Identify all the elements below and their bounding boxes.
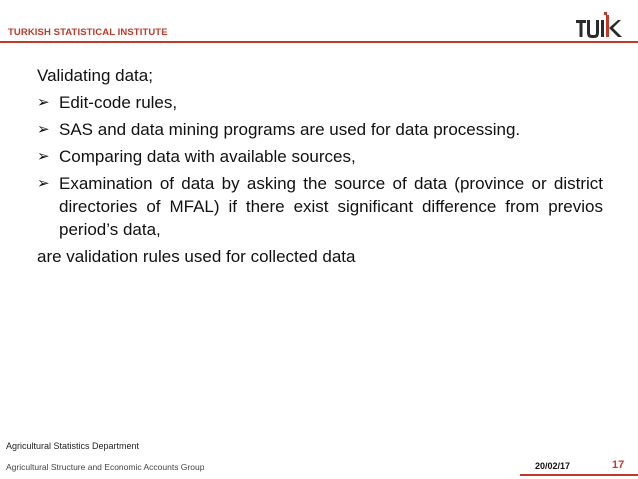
outro-text: are validation rules used for collected data: [37, 247, 356, 266]
bullet-item: [37, 118, 603, 141]
footer-divider: [520, 474, 638, 476]
page-number: 17: [612, 459, 625, 471]
bullet-text: Comparing data with available sources,: [59, 147, 356, 166]
institute-title: TURKISH STATISTICAL INSTITUTE: [8, 27, 168, 38]
arrow-bullet-icon: ➢: [37, 94, 50, 111]
intro-text: Validating data;: [37, 66, 153, 85]
arrow-bullet-icon: ➢: [37, 175, 50, 192]
footer-group: Agricultural Structure and Economic Accounts Group: [6, 462, 205, 472]
bullet-item: [37, 145, 603, 168]
slide-body: [37, 64, 603, 268]
arrow-bullet-icon: ➢: [37, 148, 50, 165]
bullet-item: [37, 91, 603, 114]
header-divider: [0, 41, 638, 43]
bullet-text: Examination of data by asking the source of data (province or district directories of MFAL) if there exist significant difference from previos period’s data,: [59, 174, 603, 239]
bullet-text: Edit-code rules,: [59, 93, 178, 112]
bullet-text: SAS and data mining programs are used for data processing.: [59, 120, 521, 139]
tuik-logo-icon: [575, 11, 625, 39]
footer-date: 20/02/17: [535, 461, 571, 471]
arrow-bullet-icon: ➢: [37, 121, 50, 138]
footer-department: Agricultural Statistics Department: [6, 441, 140, 451]
bullet-item: [37, 172, 603, 241]
